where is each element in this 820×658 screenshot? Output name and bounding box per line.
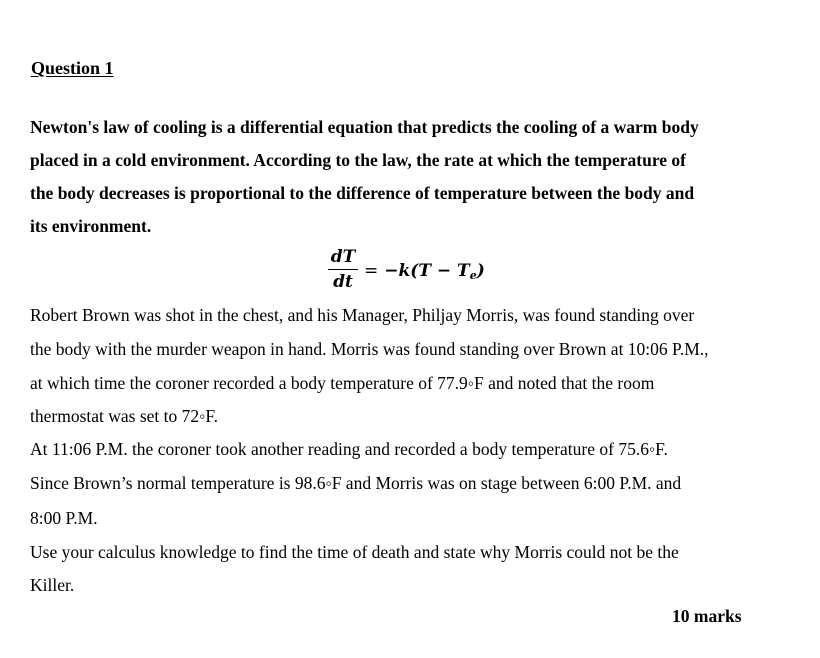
body-line: at which time the coroner recorded a body temperature of 77.9◦F and noted that the room [30,373,655,393]
equals-sign: = [364,261,379,281]
body-line: thermostat was set to 72◦F. [30,406,219,426]
rhs-close: ) [476,261,485,281]
marks-label: 10 marks [672,606,742,626]
question-heading: Question 1 [31,58,114,78]
body-line: Use your calculus knowledge to find the time of death and state why Morris could not be the [30,542,679,562]
intro-line: the body decreases is proportional to the difference of temperature between the body and [30,183,695,203]
fraction-numerator: dT [330,247,356,267]
body-line: the body with the murder weapon in hand. Morris was found standing over Brown at 10:06 P.M., [30,339,709,359]
body-line: At 11:06 P.M. the coroner took another reading and recorded a body temperature of 75.6◦F. [30,439,668,459]
fraction-denominator: dt [333,272,353,292]
intro-line: its environment. [30,216,152,236]
fraction-bar [328,269,358,270]
equation-right-side [364,260,485,287]
body-line: 8:00 P.M. [30,508,98,528]
body-line: Robert Brown was shot in the chest, and his Manager, Philjay Morris, was found standing over [30,305,695,325]
body-line: Since Brown’s normal temperature is 98.6◦F and Morris was on stage between 6:00 P.M. and [30,473,682,493]
rhs-subscript: e [469,269,477,282]
intro-line: placed in a cold environment. According to the law, the rate at which the temperature of [30,150,687,170]
intro-line: Newton's law of cooling is a differential equation that predicts the cooling of a warm body [30,117,699,137]
rhs-expression: −k(T − T [384,261,470,281]
body-line: Killer. [30,575,75,595]
derivative-fraction [328,246,358,293]
